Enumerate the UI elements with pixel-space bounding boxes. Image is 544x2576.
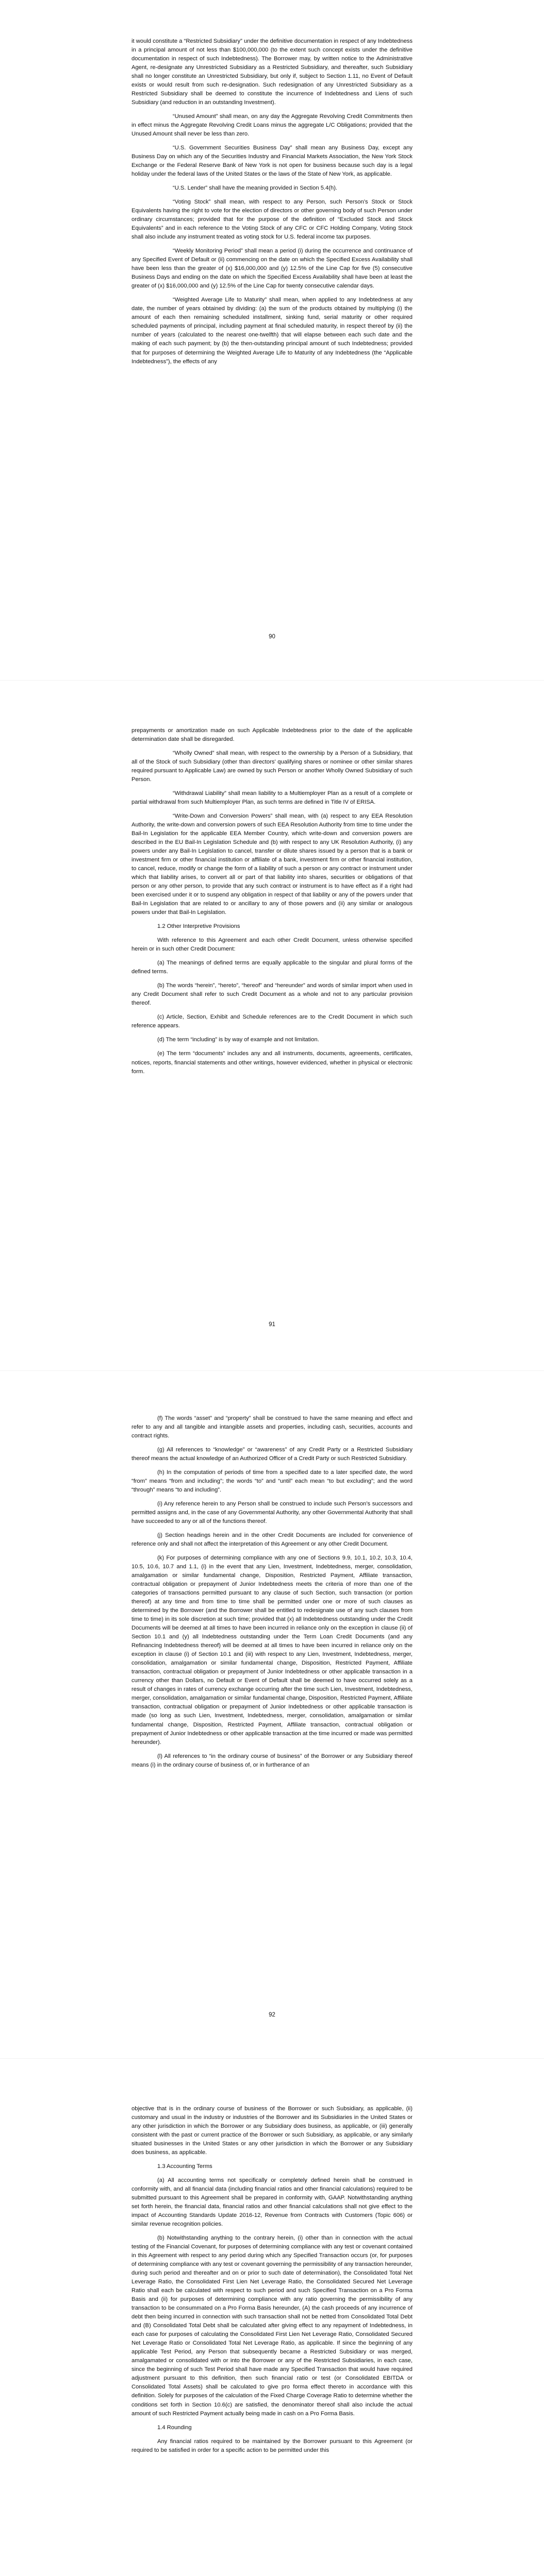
- page-92-body: [131, 1414, 413, 1775]
- paragraph: it would constitute a “Restricted Subsidiary” under the definitive documentation in respect of any Indebtedness in a principal amount of not less than $100,000,000 (to the extent such concept exists under the definitive documentation in respect of such Indebtedness). The Borrower may, by written notice to the Administrative Agent, re-designate any Unrestricted Subsidiary as a Restricted Subsidiary, and thereafter, such Subsidiary shall no longer constitute an Unrestricted Subsidiary, but only if, subject to Section 1.11, no Event of Default exists or would result from such re-designation. Such redesignation of any Unrestricted Subsidiary as a Restricted Subsidiary shall be deemed to constitute the incurrence of Indebtedness and Liens of such Subsidiary (and reduction in an outstanding Investment).: [131, 38, 413, 106]
- page-separator: [0, 680, 544, 681]
- definition-weekly-monitoring-period: “Weekly Monitoring Period” shall mean a period (i) during the occurrence and continuance of any Specified Event of Default or (ii) commencing on the date on which the Specified Excess Availability shall have been less than the greater of (x) $16,000,000 and (y) 12.5% of the Line Cap for five (5) consecutive Business Days and ending on the date on which the Specified Excess Availability shall have been at least the greater of (x) $16,000,000 and (y) 12.5% of the Line Cap for twenty consecutive calendar days.: [131, 248, 413, 290]
- clause-h: (h) In the computation of periods of time from a specified date to a later specified date, the word “from” means “from and including”; the words “to” and “until” each mean “to but excluding”; and the word “through” means “to and including”.: [131, 1469, 413, 1494]
- page-number: 91: [269, 1321, 275, 1328]
- paragraph: With reference to this Agreement and each other Credit Document, unless otherwise specified herein or in such other Credit Document:: [131, 937, 413, 953]
- clause-f: (f) The words “asset” and “property” shall be construed to have the same meaning and effect and refer to any and all tangible and intangible assets and properties, including cash, securities, accounts and contract rights.: [131, 1415, 413, 1439]
- definition-wholly-owned: “Wholly Owned” shall mean, with respect to the ownership by a Person of a Subsidiary, that all of the Stock of such Subsidiary (other than directors’ qualifying shares or nominee or other similar shares required pursuant to Applicable Law) are owned by such Person or another Wholly Owned Subsidiary of such Person.: [131, 750, 413, 783]
- page-number: 92: [269, 2012, 275, 2018]
- definition-voting-stock: “Voting Stock” shall mean, with respect to any Person, such Person’s Stock or Stock Equivalents having the right to vote for the election of directors or other governing body of such Person under ordinary circumstances; provided that for the purpose of the definition of “Excluded Stock and Stock Equivalents” and in each reference to the Voting Stock of any CFC or CFC Holding Company, Voting Stock shall also include any instrument treated as voting stock for U.S. federal income tax purposes.: [131, 199, 413, 241]
- definition-unused-amount: “Unused Amount” shall mean, on any day the Aggregate Revolving Credit Commitments then in effect minus the Aggregate Revolving Credit Loans minus the aggregate L/C Obligations; provided that the Unused Amount shall never be less than zero.: [131, 113, 413, 138]
- definition-withdrawal-liability: “Withdrawal Liability” shall mean liability to a Multiemployer Plan as a result of a complete or partial withdrawal from such Multiemployer Plan, as such terms are defined in Title IV of ERISA.: [131, 790, 413, 806]
- section-heading: 1.4 Rounding: [157, 2424, 192, 2431]
- clause-l: (l) All references to “in the ordinary course of business” of the Borrower or any Subsidiary thereof means (i) in the ordinary course of business of, or in furtherance of an: [131, 1753, 413, 1768]
- page-number: 90: [269, 634, 275, 640]
- clause-a: (a) The meanings of defined terms are equally applicable to the singular and plural forms of the defined terms.: [131, 960, 413, 975]
- definition-weighted-average-life: “Weighted Average Life to Maturity” shall mean, when applied to any Indebtedness at any date, the number of years obtained by dividing: (a) the sum of the products obtained by multiplying (i) the amount of each then remaining scheduled installment, sinking fund, serial maturity or other required scheduled payments of principal, including payment at final scheduled maturity, in respect thereof by (ii) the number of years (calculated to the nearest one-twelfth) that will elapse between each such date and the making of each such payment; by (b) the then-outstanding principal amount of such Indebtedness; provided that for purposes of determining the Weighted Average Life to Maturity of any Indebtedness (the “Applicable Indebtedness”), the effects of any: [131, 297, 413, 365]
- clause-i: (i) Any reference herein to any Person shall be construed to include such Person’s successors and permitted assigns and, in the case of any Governmental Authority, any other Governmental Authority that shall have succeeded to any or all of the functions thereof.: [131, 1501, 413, 1525]
- paragraph: objective that is in the ordinary course of business of the Borrower or such Subsidiary, as applicable, (ii) customary and usual in the industry or industries of the Borrower and its Subsidiaries in the United States or any other jurisdiction in which the Borrower or any Subsidiary does business, as applicable, or (iii) generally consistent with the past or current practice of the Borrower or such Subsidiary, as applicable, or any similarly situated businesses in the United States or any other jurisdiction in which the Borrower or any Subsidiary does business, as applicable.: [131, 2106, 413, 2156]
- page-separator: [0, 2058, 544, 2059]
- paragraph: Any financial ratios required to be maintained by the Borrower pursuant to this Agreement (or required to be satisfied in order for a specific action to be permitted under this: [131, 2438, 413, 2453]
- clause-b: (b) The words “herein”, “hereto”, “hereof” and “hereunder” and words of similar import when used in any Credit Document shall refer to such Credit Document as a whole and not to any particular provision thereof.: [131, 982, 413, 1007]
- clause-b: (b) Notwithstanding anything to the contrary herein, (i) other than in connection with the actual testing of the Financial Covenant, for purposes of determining compliance with any test or covenant contained in this Agreement with respect to any period during which any Specified Transaction occurs (or, for purposes of determining compliance with any test or covenant governing the permissibility of any transaction hereunder, during such period and thereafter and on or prior to such date of determination), the Consolidated Total Net Leverage Ratio, the Consolidated First Lien Net Leverage Ratio, the Consolidated Secured Net Leverage Ratio shall each be calculated with respect to such period and such Specified Transaction on a Pro Forma Basis and (ii) for purposes of determining compliance with any ratio governing the permissibility of any transaction to be consummated on a Pro Forma Basis hereunder, (A) the cash proceeds of any incurrence of debt then being incurred in connection with such transaction shall not be netted from Consolidated Total Debt and (B) Consolidated Total Debt shall be calculated after giving effect to any repayment of Indebtedness, in each case for purposes of calculating the Consolidated First Lien Net Leverage Ratio, Consolidated Secured Net Leverage Ratio or Consolidated Total Net Leverage Ratio, as applicable. If since the beginning of any applicable Test Period, any Person that subsequently became a Restricted Subsidiary or was merged, amalgamated or consolidated with or into the Borrower or any of the Restricted Subsidiaries, in each case, since the beginning of such Test Period shall have made any Specified Transaction that would have required adjustment pursuant to this definition, then such financial ratio or test (or Consolidated EBITDA or Consolidated Total Assets) shall be calculated to give pro forma effect thereto in accordance with this definition. Solely for purposes of the calculation of the Fixed Charge Coverage Ratio to determine whether the conditions set forth in Section 10.6(c) are satisfied, the denominator thereof shall also include the actual amount of such Restricted Payment actually being made in cash on a Pro Forma Basis.: [131, 2235, 413, 2417]
- clause-a: (a) All accounting terms not specifically or completely defined herein shall be construed in conformity with, and all financial data (including financial ratios and other financial calculations) required to be submitted pursuant to this Agreement shall be prepared in conformity with, GAAP. Notwithstanding anything set forth herein, the financial data, financial ratios and other financial calculations shall not give effect to the impact of Accounting Standards Update 2016-12, Revenue from Contracts with Customers (Topic 606) or similar revenue recognition policies.: [131, 2177, 413, 2228]
- page-separator: [0, 1370, 544, 1371]
- section-heading: 1.3 Accounting Terms: [157, 2163, 212, 2170]
- clause-g: (g) All references to “knowledge” or “awareness” of any Credit Party or a Restricted Subsidiary thereof means the actual knowledge of an Authorized Officer of a Credit Party or such Restricted Subsidiary.: [131, 1447, 413, 1462]
- definition-write-down-conversion-powers: “Write-Down and Conversion Powers” shall mean, with (a) respect to any EEA Resolution Authority, the write-down and conversion powers of such EEA Resolution Authority from time to time under the Bail-In Legislation for the applicable EEA Member Country, which write-down and conversion powers are described in the EU Bail-In Legislation Schedule and (b) with respect to any UK Resolution Authority, (i) any powers under any Bail-In Legislation to cancel, transfer or dilute shares issued by a person that is a bank or investment firm or other financial institution or affiliate of a bank, investment firm or other financial institution, to cancel, reduce, modify or change the form of a liability of such a person or any contract or instrument under which that liability arises, to convert all or part of that liability into shares, securities or obligations of that person or any other person, to provide that any such contract or instrument is to have effect as if a right had been exercised under it or to suspend any obligation in respect of that liability or any of the powers under that Bail-In Legislation that are related to or ancillary to any of those powers and (ii) any similar or analogous powers under that Bail-In Legislation.: [131, 813, 413, 916]
- page-93-body: [131, 2105, 413, 2460]
- clause-e: (e) The term “documents” includes any and all instruments, documents, agreements, certificates, notices, reports, financial statements and other writings, however evidenced, whether in physical or electronic form.: [131, 1050, 413, 1075]
- section-heading: 1.2 Other Interpretive Provisions: [157, 923, 240, 930]
- definition-us-lender: “U.S. Lender” shall have the meaning provided in Section 5.4(h).: [173, 185, 338, 192]
- page-91-body: [131, 726, 413, 1081]
- page-90-body: [131, 37, 413, 371]
- definition-us-gov-securities-business-day: “U.S. Government Securities Business Day” shall mean any Business Day, except any Business Day on which any of the Securities Industry and Financial Markets Association, the New York Stock Exchange or the Federal Reserve Bank of New York is not open for business because such day is a legal holiday under the federal laws of the United States or the laws of the State of New York, as applicable.: [131, 145, 413, 178]
- clause-k: (k) For purposes of determining compliance with any one of Sections 9.9, 10.1, 10.2, 10.3, 10.4, 10.5, 10.6, 10.7 and 1.1, (i) in the event that any Lien, Investment, Indebtedness, merger, consolidation, amalgamation or similar fundamental change, Disposition, Restricted Payment, Affiliate transaction, contractual obligation or prepayment of Junior Indebtedness meets the criteria of more than one of the categories of transactions permitted pursuant to any clause of such Section, such transaction (or portion thereof) at any time and from time to time shall be permitted under one or more of such clauses as determined by the Borrower (and the Borrower shall be entitled to redesignate use of any such clauses from time to time) in its sole discretion at such time; provided that (x) all Indebtedness outstanding under the Credit Documents will be deemed at all times to have been incurred in reliance only on the exception in clause (ii) of Section 10.1 and (y) all Indebtedness outstanding under the Term Loan Credit Documents (and any Refinancing Indebtedness thereof) will be deemed at all times to have been incurred in reliance only on the exception in clause (i) of Section 10.1 and (iii) with respect to any Lien, Investment, Indebtedness, merger, consolidation, amalgamation or similar fundamental change, Disposition, Restricted Payment, Affiliate transaction, contractual obligation or prepayment of Junior Indebtedness or other applicable transaction in a currency other than Dollars, no Default or Event of Default shall be deemed to have occurred solely as a result of changes in rates of currency exchange occurring after the time such Lien, Investment, Indebtedness, merger, consolidation, amalgamation or similar fundamental change, Disposition, Restricted Payment, Affiliate transaction, contractual obligation or prepayment of Junior Indebtedness or other applicable transaction is made (so long as such Lien, Investment, Indebtedness, merger, consolidation, amalgamation or similar fundamental change, Disposition, Restricted Payment, Affiliate transaction, contractual obligation or prepayment of Junior Indebtedness or other applicable transaction at the time incurred or made was permitted hereunder).: [131, 1555, 413, 1745]
- clause-d: (d) The term “including” is by way of example and not limitation.: [157, 1037, 319, 1043]
- clause-j: (j) Section headings herein and in the other Credit Documents are included for convenience of reference only and shall not affect the interpretation of this Agreement or any other Credit Document.: [131, 1532, 413, 1548]
- clause-c: (c) Article, Section, Exhibit and Schedule references are to the Credit Document in which such reference appears.: [131, 1014, 413, 1029]
- paragraph: prepayments or amortization made on such Applicable Indebtedness prior to the date of the applicable determination date shall be disregarded.: [131, 727, 413, 743]
